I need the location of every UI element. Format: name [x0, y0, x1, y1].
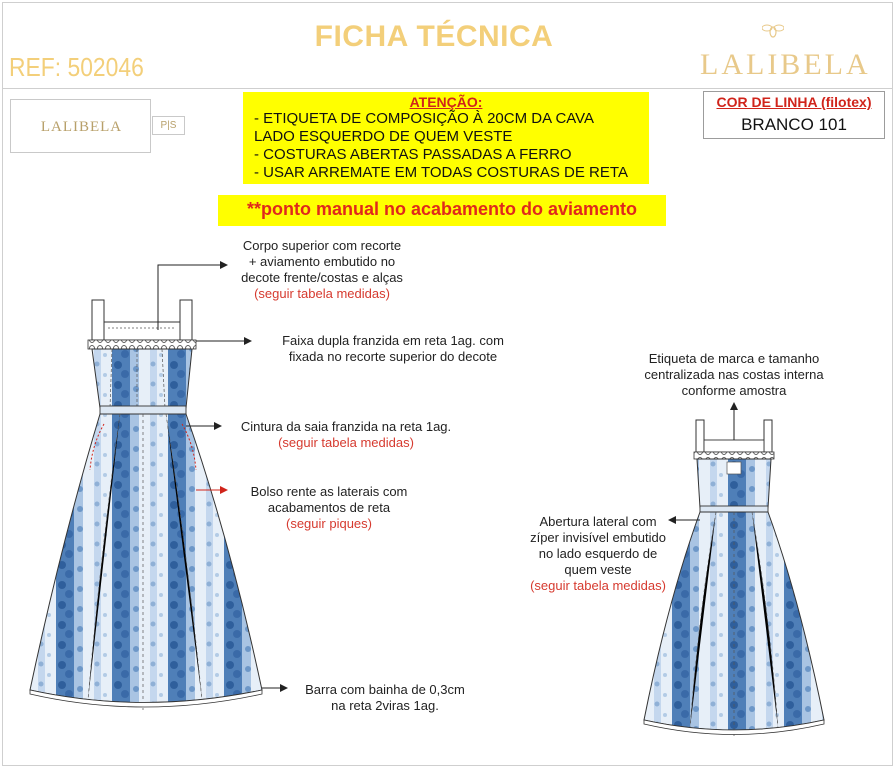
note-line: Cintura da saia franzida na reta 1ag. [240, 419, 452, 434]
note-line: Etiqueta de marca e tamanho [648, 351, 820, 366]
reference-code: REF: 502046 [9, 52, 144, 82]
note-line: Corpo superior com recorte [242, 238, 402, 253]
attention-line: - COSTURAS ABERTAS PASSADAS A FERRO [254, 146, 572, 163]
brand-label-note [634, 351, 834, 399]
attention-line: - USAR ARREMATE EM TODAS COSTURAS DE RETA [254, 164, 628, 181]
thread-color-value: BRANCO 101 [741, 115, 847, 134]
note-line: fixada no recorte superior do decote [288, 349, 498, 364]
note-line: Bolso rente as laterais com [250, 484, 408, 499]
note-line: zíper invisível embutido [530, 530, 666, 545]
note-line: centralizada nas costas interna [644, 367, 824, 382]
note-line: Barra com bainha de 0,3cm [305, 682, 465, 697]
attention-line: - ETIQUETA DE COMPOSIÇÃO À 20CM DA CAVA [254, 110, 595, 127]
note-line: decote frente/costas e alças [241, 270, 403, 285]
note-reference: (seguir tabela medidas) [254, 286, 390, 301]
hem-note [290, 682, 480, 714]
bodice-note [218, 238, 426, 302]
note-reference: (seguir tabela medidas) [278, 435, 414, 450]
waist-note [226, 419, 466, 451]
attention-heading: ATENÇÃO: [409, 94, 483, 110]
front-view-drawing [30, 300, 262, 710]
thread-color-label: COR DE LINHA (filotex) [716, 94, 872, 110]
brand-logo: LALIBELA [700, 48, 871, 81]
attention-line: LADO ESQUERDO DE QUEM VESTE [254, 128, 513, 145]
page-title: FICHA TÉCNICA [314, 20, 554, 53]
note-line: no lado esquerdo de [538, 546, 658, 561]
zipper-note [516, 514, 680, 594]
pocket-note [236, 484, 422, 532]
label-tag-brand: LALIBELA [40, 119, 123, 135]
band-note [258, 333, 528, 365]
note-line: Abertura lateral com [539, 514, 657, 529]
note-line: Faixa dupla franzida em reta 1ag. com [282, 333, 504, 348]
hand-finish-note: **ponto manual no acabamento do aviamento [218, 195, 666, 226]
note-reference: (seguir piques) [286, 516, 372, 531]
size-tag: P|S [152, 116, 185, 135]
note-line: + aviamento embutido no [248, 254, 396, 269]
arrow-icon [214, 261, 738, 692]
note-line: na reta 2viras 1ag. [331, 698, 439, 713]
note-line: conforme amostra [681, 383, 787, 398]
note-line: quem veste [564, 562, 632, 577]
note-line: acabamentos de reta [267, 500, 391, 515]
note-reference: (seguir tabela medidas) [530, 578, 666, 593]
